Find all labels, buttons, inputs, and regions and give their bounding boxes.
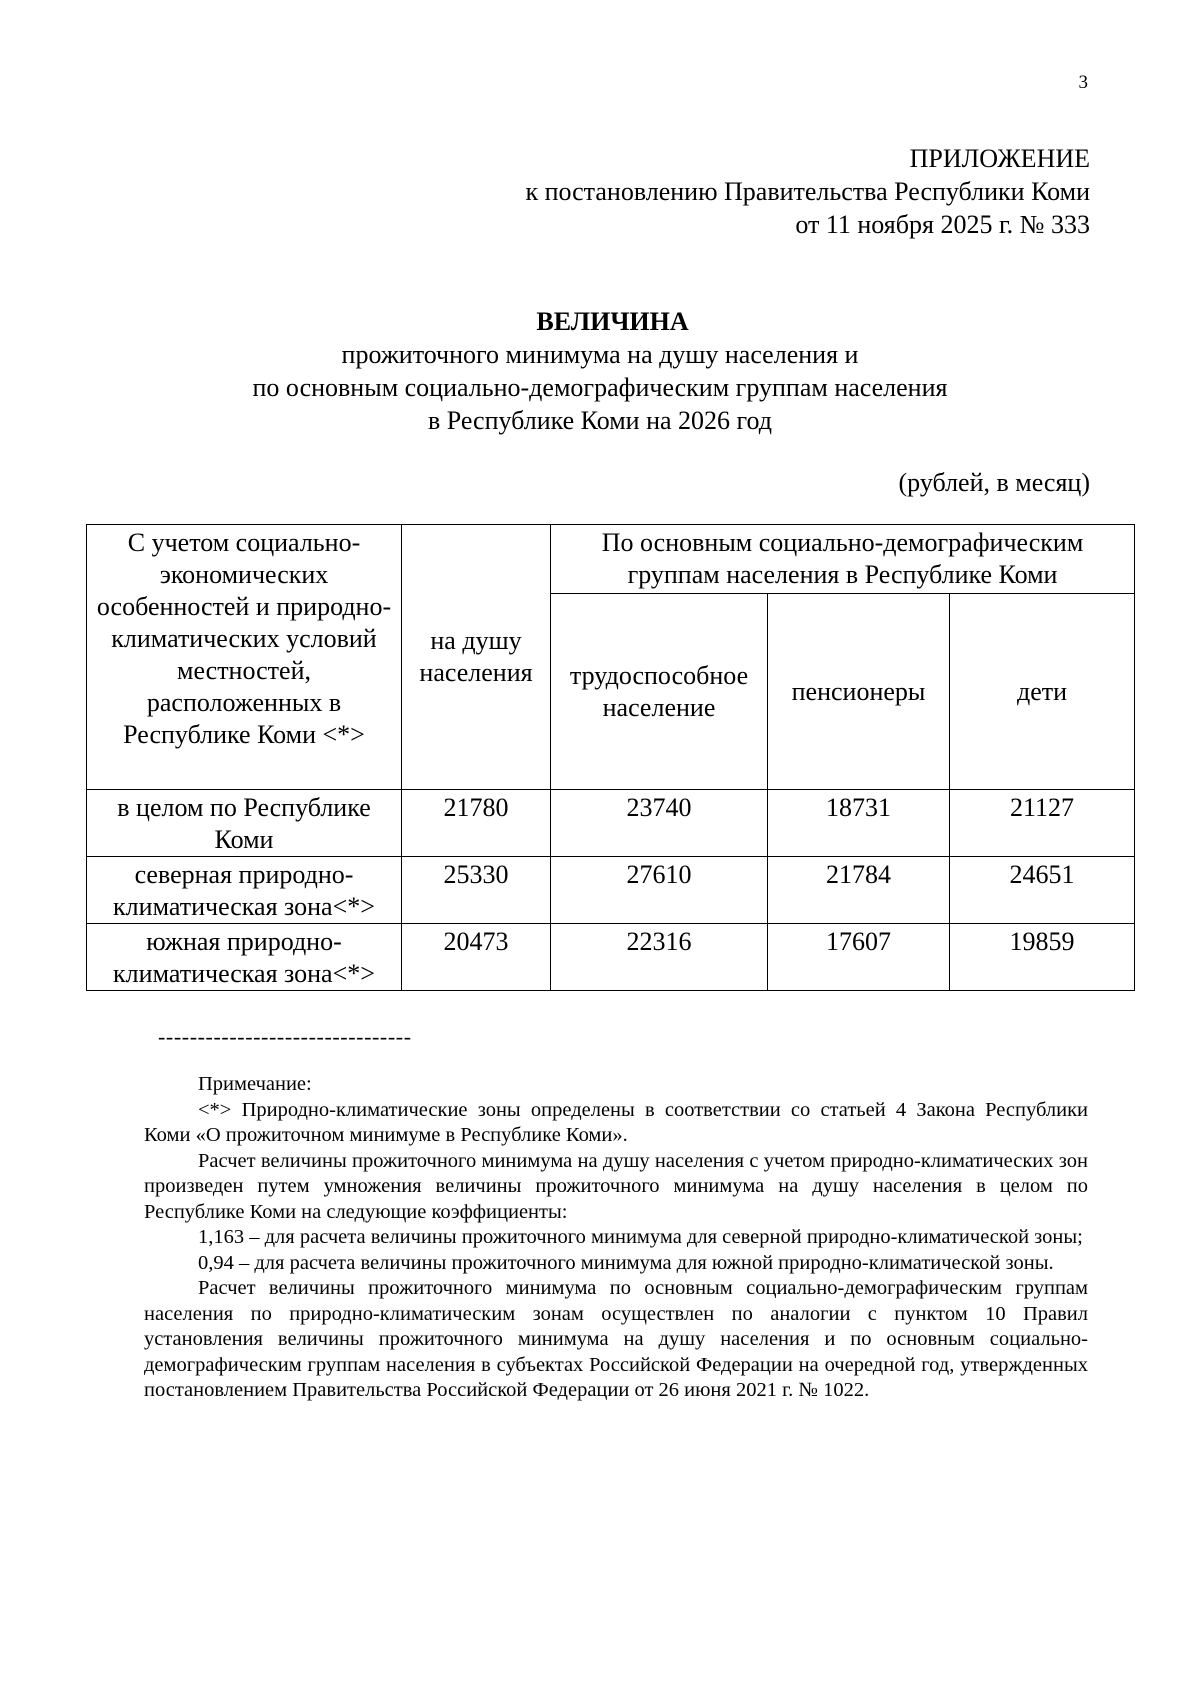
note-paragraph: 0,94 – для расчета величины прожиточного минимума для южной природно-климатической зоны. [198, 1251, 1054, 1274]
value-children: 24651 [950, 857, 1135, 924]
notes-label: Примечание: [198, 1073, 312, 1095]
page-number: 3 [1078, 72, 1088, 93]
header-region-conditions: С учетом социально-экономических особенностей и природно-климатических условий местностей, расположенных в Республике Коми <*> [87, 525, 402, 790]
row-label: в целом по Республике Коми [87, 790, 402, 857]
value-children: 19859 [950, 924, 1135, 991]
note-paragraph: <*> Природно-климатические зоны определены в соответствии со статьей 4 Закона Республики Коми «О прожиточном минимуме в Республике Коми». [144, 1098, 1088, 1146]
subsistence-minimum-table [86, 524, 1135, 991]
value-working: 22316 [551, 924, 768, 991]
header-working-population: трудоспособное население [551, 594, 768, 790]
appendix-header [525, 142, 1090, 241]
title-line-3: по основным социально-демографическим группам населения [252, 373, 948, 402]
note-paragraph: 1,163 – для расчета величины прожиточного минимума для северной природно-климатической зоны; [198, 1226, 1083, 1248]
value-pensioners: 17607 [768, 924, 950, 991]
table-row [87, 790, 1135, 857]
title-main: ВЕЛИЧИНА [536, 307, 689, 336]
value-pensioners: 18731 [768, 790, 950, 857]
notes-section [144, 1072, 1088, 1404]
header-children: дети [950, 594, 1135, 790]
header-per-capita: на душу населения [402, 525, 551, 790]
value-working: 23740 [551, 790, 768, 857]
header-social-groups: По основным социально-демографическим группам населения в Республике Коми [551, 525, 1135, 594]
value-children: 21127 [950, 790, 1135, 857]
appendix-resolution: к постановлению Правительства Республики Коми [525, 177, 1090, 206]
value-per-capita: 21780 [402, 790, 551, 857]
footnote-separator: -------------------------------- [158, 1024, 412, 1049]
row-label: южная природно-климатическая зона<*> [87, 924, 402, 991]
title-line-2: прожиточного минимума на душу населения и [341, 340, 859, 369]
document-title [0, 305, 1200, 437]
title-line-4: в Республике Коми на 2026 год [427, 406, 773, 435]
value-per-capita: 20473 [402, 924, 551, 991]
units-label: (рублей, в месяц) [898, 468, 1090, 497]
table-row [87, 857, 1135, 924]
value-per-capita: 25330 [402, 857, 551, 924]
value-working: 27610 [551, 857, 768, 924]
value-pensioners: 21784 [768, 857, 950, 924]
note-paragraph: Расчет величины прожиточного минимума по основным социально-демографическим группам населения по природно-климатическим зонам осуществлен по аналогии с пунктом 10 Правил установления величины прожиточного минимума на душу населения и по основным социально-демографическим группам населения в субъектах Российской Федерации на очередной год, утвержденных постановлением Правительства Российской Федерации от 26 июня 2021 г. № 1022. [144, 1277, 1088, 1401]
table-row [87, 924, 1135, 991]
appendix-date-number: от 11 ноября 2025 г. № 333 [795, 210, 1090, 239]
row-label: северная природно-климатическая зона<*> [87, 857, 402, 924]
header-pensioners: пенсионеры [768, 594, 950, 790]
note-paragraph: Расчет величины прожиточного минимума на душу населения с учетом природно-климатических зон произведен путем умножения величины прожиточного минимума на душу населения в целом по Республике Коми на следующие коэффициенты: [144, 1149, 1088, 1223]
appendix-label: ПРИЛОЖЕНИЕ [909, 144, 1090, 173]
